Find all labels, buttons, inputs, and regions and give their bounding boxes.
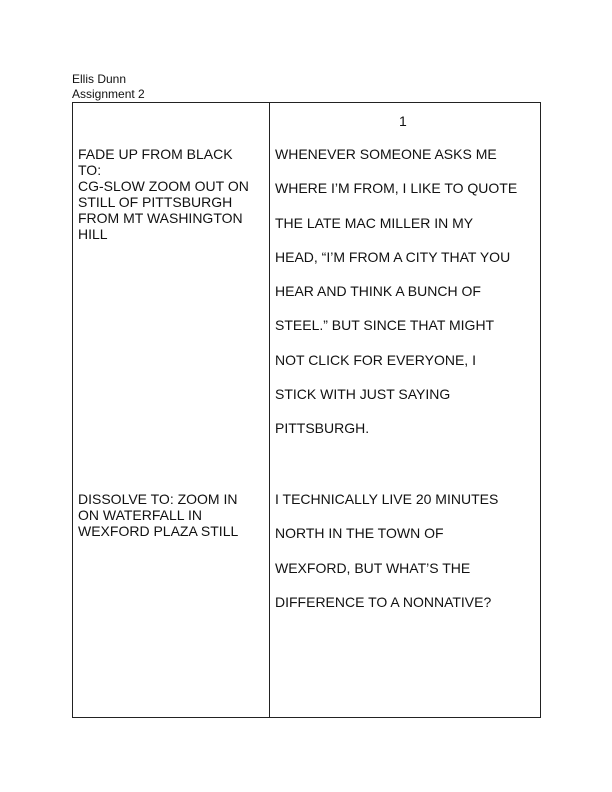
audio-line: NOT CLICK FOR EVERYONE, I <box>275 351 476 368</box>
page-number: 1 <box>399 113 407 129</box>
audio-line: HEAD, “I’M FROM A CITY THAT YOU <box>275 248 511 265</box>
video-line: HILL <box>78 226 108 242</box>
audio-line: STEEL.” BUT SINCE THAT MIGHT <box>275 317 495 334</box>
video-line: TO: <box>78 162 102 178</box>
column-divider <box>269 103 270 717</box>
video-line: FADE UP FROM BLACK <box>78 146 233 162</box>
video-line: FROM MT WASHINGTON <box>78 210 243 226</box>
video-line: CG-SLOW ZOOM OUT ON <box>78 178 249 194</box>
video-line: ON WATERFALL IN <box>78 507 202 523</box>
audio-cell-1 <box>275 137 537 446</box>
audio-line: HEAR AND THINK A BUNCH OF <box>275 283 481 300</box>
video-cell-1 <box>78 146 266 242</box>
audio-line: WHENEVER SOMEONE ASKS ME <box>275 146 497 162</box>
audio-line: WHERE I’M FROM, I LIKE TO QUOTE <box>275 180 518 197</box>
audio-cell-2 <box>275 482 537 619</box>
video-line: STILL OF PITTSBURGH <box>78 194 233 210</box>
audio-line: STICK WITH JUST SAYING <box>275 386 451 403</box>
audio-line: WEXFORD, BUT WHAT’S THE <box>275 559 471 576</box>
video-line: DISSOLVE TO: ZOOM IN <box>78 491 238 507</box>
document-header <box>72 72 145 102</box>
av-script-table <box>72 102 541 718</box>
assignment-label: Assignment 2 <box>72 87 145 101</box>
video-line: WEXFORD PLAZA STILL <box>78 523 239 539</box>
audio-line: I TECHNICALLY LIVE 20 MINUTES <box>275 491 499 507</box>
author-name: Ellis Dunn <box>72 72 127 86</box>
audio-line: NORTH IN THE TOWN OF <box>275 525 444 542</box>
video-cell-2 <box>78 491 266 539</box>
audio-line: THE LATE MAC MILLER IN MY <box>275 214 474 231</box>
audio-line: PITTSBURGH. <box>275 420 370 437</box>
audio-line: DIFFERENCE TO A NONNATIVE? <box>275 593 492 610</box>
